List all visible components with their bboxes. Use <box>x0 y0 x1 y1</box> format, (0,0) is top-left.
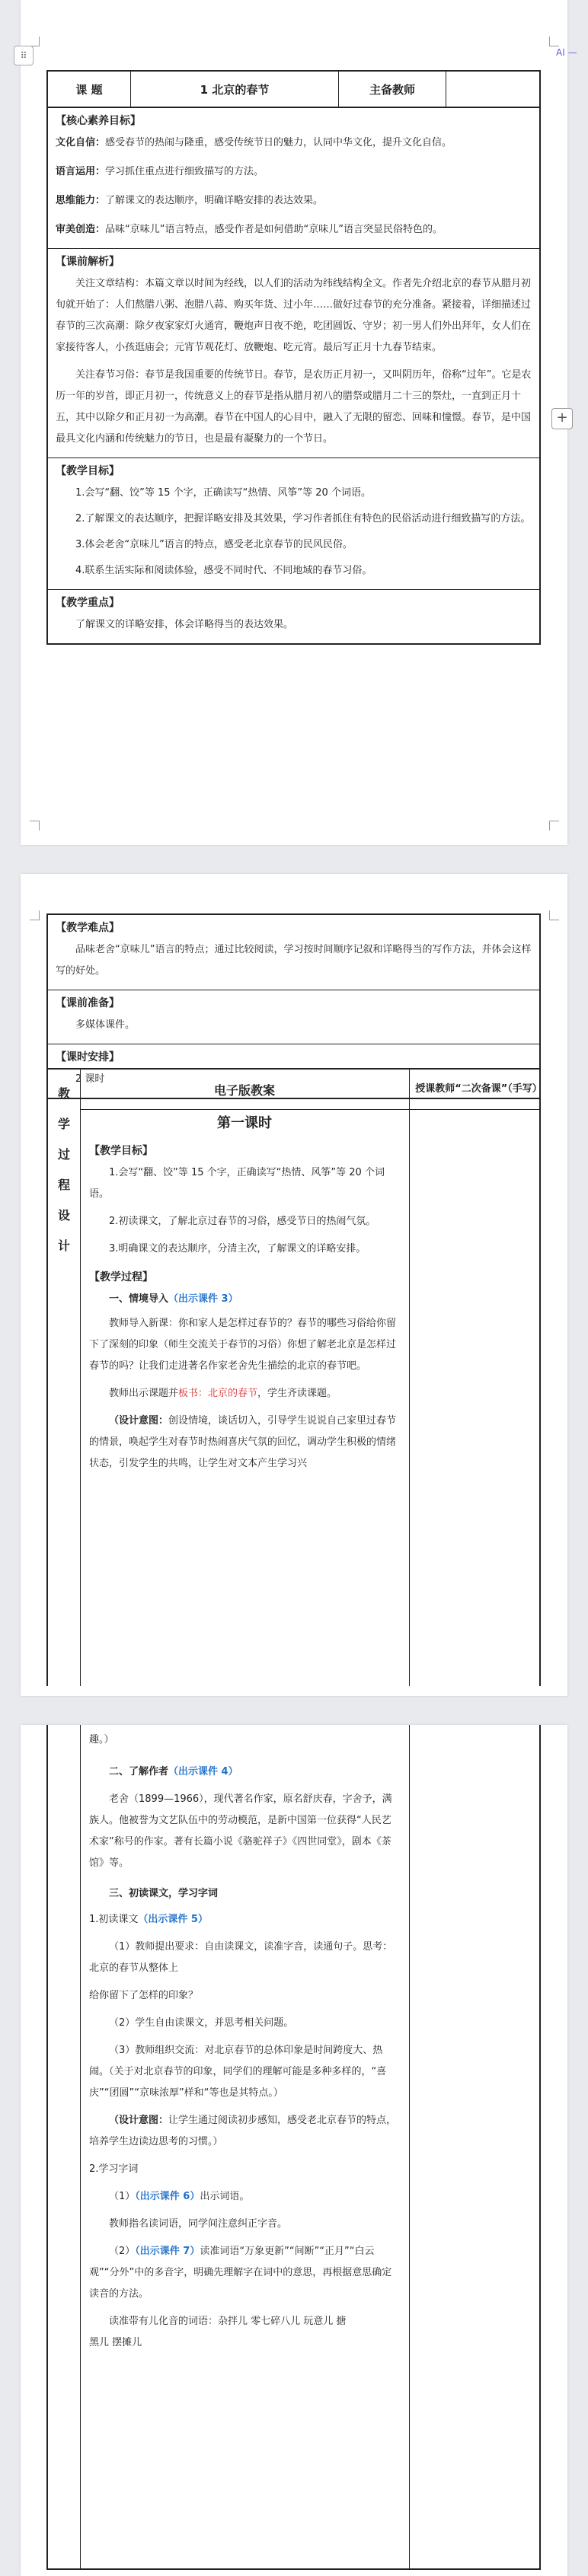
section-title: 【课前准备】 <box>56 997 120 1009</box>
center-header: 电子版教案 <box>213 1082 275 1098</box>
lesson-period-title: 第一课时 <box>217 1115 272 1131</box>
margin-corner-mark <box>30 910 40 920</box>
core-goal-item: 语言运用：学习抓住重点进行细致描写的方法。 <box>56 166 264 177</box>
margin-corner-mark <box>549 910 559 920</box>
header-divider <box>80 1109 539 1110</box>
analysis-paragraph: 关注春节习俗：春节是我国重要的传统节日。春节，是农历正月初一，又叫阴历年，俗称“过年”。它是农历一年的岁首，即正月初一，传统意义上的春节是指从腊月初八的腊祭或腊月二十三的祭灶，一直到正月十五，其中以除夕和正月初一为高潮。春节在中国人的心目中，融入了无限的留恋、回味和憧憬。春节，是中国最具文化内涵和传统魅力的节日，也是最有凝聚力的一个节日。 <box>56 369 532 445</box>
goal-item: 4.联系生活实际和阅读体验，感受不同时代、不同地域的春节习俗。 <box>75 565 372 576</box>
add-block-button[interactable]: + <box>551 408 573 429</box>
document-page-2 <box>21 874 567 1696</box>
goal-item: 2.初读课文，了解北京过春节的习俗，感受节日的热闹气氛。 <box>109 1216 376 1227</box>
goal-item: 2.了解课文的表达顺序，把握详略安排及其效果，学习作者抓住有特色的民俗活动进行细致描写的方法。 <box>75 513 531 524</box>
goal-item: 1.会写“翻、饺”等 15 个字，正确读写“热情、风筝”等 20 个词语。 <box>89 1167 385 1200</box>
sub-heading: 2.学习字词 <box>89 2163 139 2175</box>
teaching-plan-table <box>46 1068 541 1686</box>
teaching-plan-table-cont <box>46 1725 541 2570</box>
document-page-1 <box>21 0 567 845</box>
margin-corner-mark <box>30 37 40 46</box>
lesson-header-row <box>48 72 539 108</box>
core-goal-item: 文化自信：感受春节的热闹与隆重，感受传统节日的魅力，认同中华文化，提升文化自信。 <box>56 137 452 148</box>
prep-section <box>48 990 539 1044</box>
analysis-paragraph: 关注文章结构：本篇文章以时间为经线，以人们的活动为纬线结构全文。作者先介绍北京的春节从腊月初旬就开始了：人们熬腊八粥、泡腊八蒜、购买年货、过小年……做好过春节的充分准备。紧接着，详细描述过春节的三次高潮：除夕夜家家灯火通宵，鞭炮声日夜不绝，吃团圆饭、守岁；初一男人们外出拜年，女人们在家接待客人，小孩逛庙会；元宵节观花灯、放鞭炮、吃元宵。最后写正月十九春节结束。 <box>56 278 532 353</box>
core-goal-item: 思维能力：了解课文的表达顺序，明确详略安排的表达效果。 <box>56 195 324 206</box>
sub-heading: 1.初读课文（出示课件 5） <box>89 1914 208 1925</box>
ai-assistant-button[interactable]: AI — <box>556 47 577 58</box>
focus-text: 了解课文的详略安排，体会详略得当的表达效果。 <box>75 619 294 630</box>
step-paragraph: 读准带有儿化音的词语：杂拌儿 零七碎八儿 玩意儿 搪 <box>109 2316 347 2327</box>
section-title: 【教学重点】 <box>56 597 120 609</box>
section-title: 【核心素养目标】 <box>56 115 141 127</box>
core-goal-item: 审美创造：品味“京味儿”语言特点，感受作者是如何借助“京味儿”语言突显民俗特色的。 <box>56 224 443 235</box>
step-paragraph: （2）学生自由读课文，并思考相关问题。 <box>109 2017 294 2029</box>
right-header: 授课教师“二次备课”（手写） <box>415 1083 542 1095</box>
step-paragraph: 黑儿 摆摊儿 <box>89 2337 142 2348</box>
teaching-goals-section <box>48 458 539 590</box>
drag-handle-icon[interactable]: ⠿ <box>14 46 34 65</box>
design-intent: （设计意图：创设情境，谈话切入，引导学生说说自己家里过春节的情景，唤起学生对春节时热闹喜庆气氛的回忆，调动学生积极的情绪状态，引发学生的共鸣，让学生对文本产生学习兴 <box>89 1415 397 1469</box>
lesson-topic: 1 北京的春节 <box>131 72 339 107</box>
difficulty-text: 品味老舍“京味儿”语言的特点；通过比较阅读，学习按时间顺序记叙和详略得当的写作方法，并体会这样写的好处。 <box>56 944 532 977</box>
author-intro: 老舍（1899—1966），现代著名作家，原名舒庆春，字舍予，满族人。他被誉为文艺队伍中的劳动模范，是新中国第一位获得“人民艺术家”称号的作家。著有长篇小说《骆驼祥子》《四世同堂》，剧本《茶馆》等。 <box>89 1793 392 1869</box>
section-title: 【课前解析】 <box>56 256 120 268</box>
prep-text: 多媒体课件。 <box>75 1019 136 1031</box>
lesson-content-cont <box>80 1730 409 2354</box>
step-paragraph: （1）教师提出要求：自由读课文，读准字音，读通句子。思考：北京的春节从整体上 <box>89 1941 393 1974</box>
step-heading: 一、情境导入（出示课件 3） <box>109 1293 238 1305</box>
step-paragraph: 教师导入新课：你和家人是怎样过春节的？春节的哪些习俗给你留下了深刻的印象（师生交流关于春节的习俗）你想了解老北京是怎样过春节的吗？让我们走进著名作家老舍先生描绘的北京的春节吧。 <box>89 1318 397 1372</box>
step-paragraph: 给你留下了怎样的印象？ <box>89 1990 199 2001</box>
design-intent: （设计意图：让学生通过阅读初步感知，感受老北京春节的特点，培养学生边读边思考的习惯。） <box>89 2115 397 2147</box>
goal-item: 1.会写“翻、饺”等 15 个字，正确读写“热情、风筝”等 20 个词语。 <box>75 487 371 499</box>
margin-corner-mark <box>549 821 559 831</box>
step-heading: 三、初读课文，学习字词 <box>109 1888 219 1899</box>
column-divider <box>409 1070 410 1686</box>
goal-item: 3.明确课文的表达顺序，分清主次，了解课文的详略安排。 <box>109 1243 366 1255</box>
topic-label: 课 题 <box>48 72 131 107</box>
goal-item: 3.体会老舍“京味儿”语言的特点，感受老北京春节的民风民俗。 <box>75 539 353 550</box>
difficulty-section <box>48 915 539 990</box>
margin-corner-mark <box>30 821 40 831</box>
document-page-3 <box>21 1725 567 2576</box>
teacher-value[interactable] <box>446 72 539 107</box>
step-paragraph: （2）（出示课件 7）读准词语“万象更新”“间断”“正月”“白云观”“分外”中的多音字，明确先理解字在词中的意思，再根据意思确定读音的方法。 <box>89 2246 392 2300</box>
focus-section <box>48 590 539 643</box>
lesson-info-table <box>46 70 541 645</box>
step-heading: 二、了解作者（出示课件 4） <box>109 1766 238 1777</box>
section-title: 【教学过程】 <box>89 1271 153 1283</box>
step-paragraph: 教师指名读词语，同学间注意纠正字音。 <box>109 2218 288 2230</box>
design-intent-end: 趣。） <box>89 1734 114 1745</box>
section-title: 【教学目标】 <box>89 1145 153 1157</box>
step-paragraph: （1）（出示课件 6）出示词语。 <box>109 2191 250 2202</box>
board-note: 教师出示课题并板书：北京的春节，学生齐读课题。 <box>109 1388 337 1399</box>
lesson-content <box>80 1112 409 1475</box>
step-paragraph: （3）教师组织交流：对北京春节的总体印象是时间跨度大、热闹。（关于对北京春节的印象，同学们的理解可能是多种多样的，“喜庆”“团圆”“京味浓厚”样和“等也是其特点。） <box>89 2045 387 2099</box>
core-goals-section <box>48 108 539 249</box>
margin-corner-mark <box>549 37 559 46</box>
teacher-label: 主备教师 <box>339 72 446 107</box>
schedule-text: 2 课时 <box>75 1073 105 1085</box>
section-title: 【教学目标】 <box>56 465 120 477</box>
section-title: 【课时安排】 <box>56 1051 120 1063</box>
analysis-section <box>48 249 539 458</box>
section-title: 【教学难点】 <box>56 922 120 934</box>
process-design-label: 教 学 过 程 设 计 <box>57 1086 70 1253</box>
column-divider <box>409 1725 410 2568</box>
